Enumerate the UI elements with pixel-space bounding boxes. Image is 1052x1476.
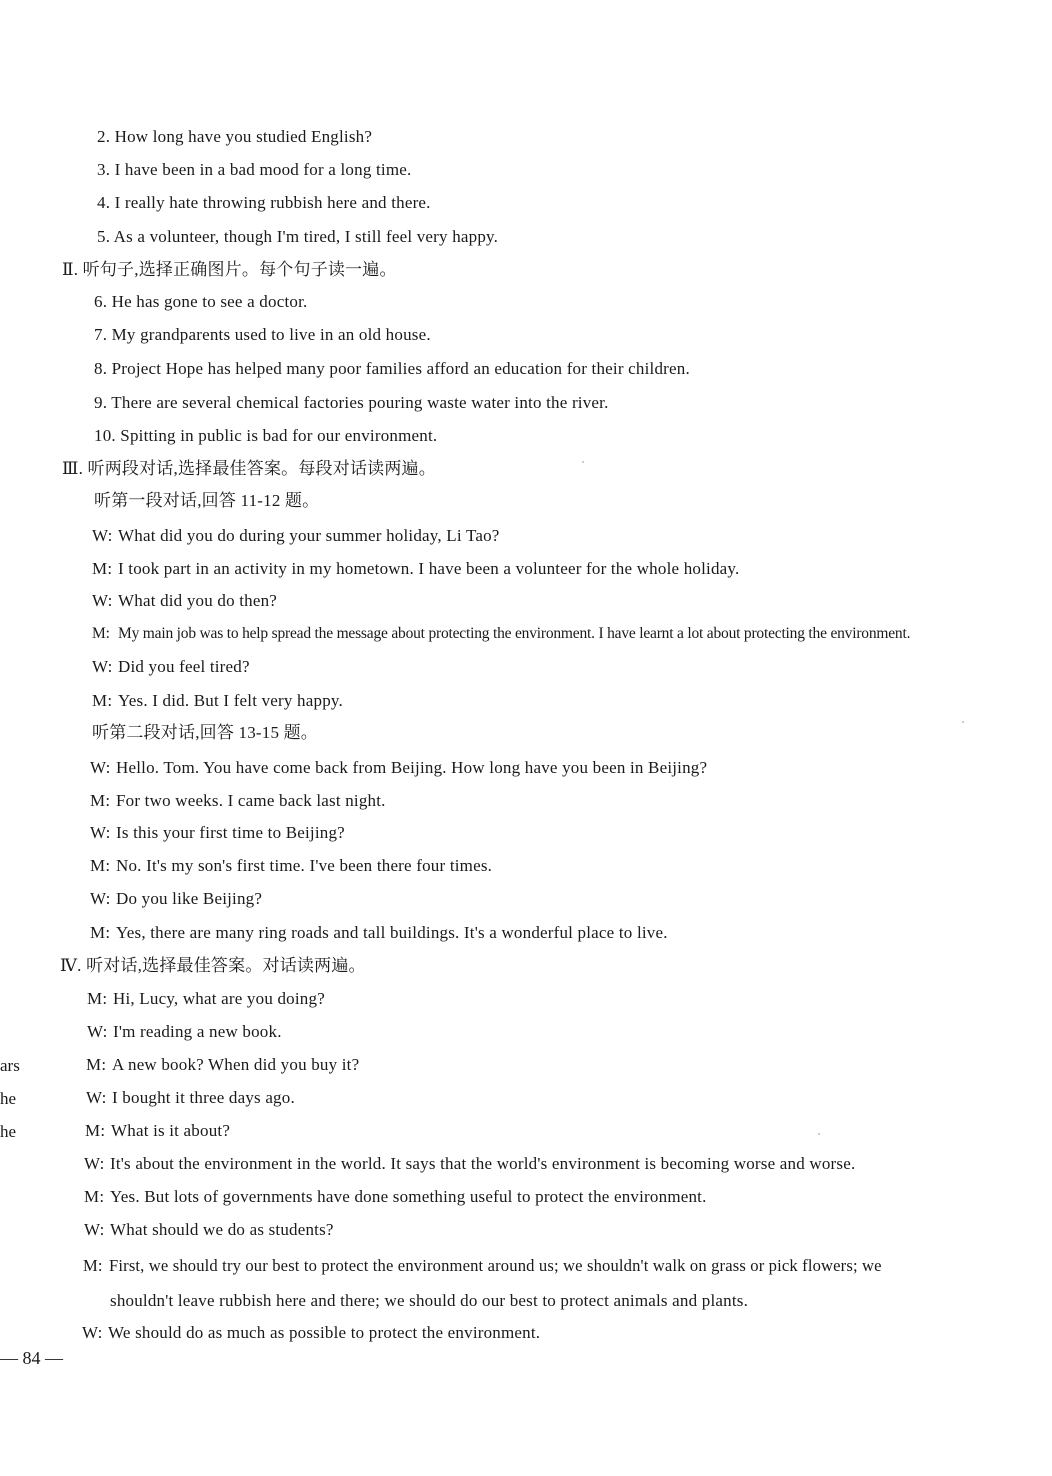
dialog-line	[90, 822, 345, 844]
dialog-line	[90, 855, 492, 877]
speaker-label: M:	[90, 791, 111, 810]
dialog-text: First, we should try our best to protect the environment around us; we shouldn't walk on grass or pick flowers; we	[109, 1256, 882, 1275]
dialog-line	[84, 1186, 707, 1208]
dialog-text: My main job was to help spread the message about protecting the environment. I have learnt a lot about protecting the environment.	[118, 625, 911, 642]
dialog-text: Do you like Beijing?	[116, 889, 263, 908]
dialog-line	[86, 1087, 295, 1109]
section-2-heading: Ⅱ. 听句子,选择正确图片。每个句子读一遍。	[62, 260, 397, 279]
dialog-text: No. It's my son's first time. I've been there four times.	[116, 856, 493, 875]
dialog-line	[92, 590, 277, 612]
sentence-item: 10. Spitting in public is bad for our environment.	[94, 426, 438, 445]
speaker-label: W:	[86, 1088, 107, 1107]
speaker-label: W:	[87, 1022, 108, 1041]
dialog-text: We should do as much as possible to protect the environment.	[108, 1323, 541, 1342]
dialog-line	[90, 790, 386, 812]
speaker-label: M:	[83, 1256, 103, 1275]
margin-fragment: ars	[0, 1056, 20, 1075]
sentence-item: 9. There are several chemical factories pouring waste water into the river.	[94, 393, 609, 412]
speaker-label: W:	[92, 591, 113, 610]
speaker-label: W:	[82, 1323, 103, 1342]
dialog-text: Did you feel tired?	[118, 657, 250, 676]
dialog-line	[92, 690, 343, 712]
dialog-line	[84, 1153, 855, 1175]
dialog-line	[90, 922, 668, 944]
speaker-label: W:	[92, 526, 113, 545]
dialog-line	[87, 988, 325, 1010]
speaker-label: M:	[87, 989, 108, 1008]
dialog-line	[90, 888, 262, 910]
section-4-heading: Ⅳ. 听对话,选择最佳答案。对话读两遍。	[60, 956, 366, 975]
sentence-item: 3. I have been in a bad mood for a long time.	[97, 160, 412, 179]
margin-fragment: he	[0, 1089, 17, 1108]
dialog-text: Yes, there are many ring roads and tall buildings. It's a wonderful place to live.	[116, 923, 668, 942]
speaker-label: W:	[92, 657, 113, 676]
speaker-label: M:	[90, 923, 111, 942]
dialog-text: shouldn't leave rubbish here and there; we should do our best to protect animals and plants.	[110, 1291, 749, 1310]
speaker-label: W:	[90, 758, 111, 777]
dialog-line	[90, 757, 707, 779]
sentence-item: 8. Project Hope has helped many poor families afford an education for their children.	[94, 359, 690, 378]
dialog-text: What did you do then?	[118, 591, 278, 610]
dialog-line-continuation	[110, 1290, 748, 1312]
sentence-item: 5. As a volunteer, though I'm tired, I still feel very happy.	[97, 227, 499, 246]
scan-speck	[818, 1133, 820, 1135]
dialog-text: What should we do as students?	[110, 1220, 334, 1239]
speaker-label: W:	[90, 889, 111, 908]
dialog-text: What did you do during your summer holiday, Li Tao?	[118, 526, 500, 545]
dialog-1-intro: 听第一段对话,回答 11-12 题。	[94, 491, 320, 510]
speaker-label: W:	[84, 1154, 105, 1173]
speaker-label: W:	[90, 823, 111, 842]
speaker-label: M:	[85, 1121, 106, 1140]
dialog-line	[84, 1219, 334, 1241]
dialog-text: Is this your first time to Beijing?	[116, 823, 345, 842]
section-3-heading: Ⅲ. 听两段对话,选择最佳答案。每段对话读两遍。	[62, 459, 436, 478]
dialog-text: Yes. But lots of governments have done something useful to protect the environment.	[110, 1187, 707, 1206]
sentence-item: 4. I really hate throwing rubbish here and there.	[97, 193, 431, 212]
scan-speck	[962, 721, 964, 723]
speaker-label: M:	[92, 625, 110, 642]
dialog-line	[85, 1120, 230, 1142]
dialog-text: A new book? When did you buy it?	[112, 1055, 360, 1074]
sentence-item: 6. He has gone to see a doctor.	[94, 292, 308, 311]
speaker-label: M:	[92, 691, 113, 710]
dialog-line	[92, 558, 739, 580]
dialog-text: It's about the environment in the world. It says that the world's environment is becoming worse and worse.	[110, 1154, 856, 1173]
speaker-label: W:	[84, 1220, 105, 1239]
dialog-line	[92, 525, 500, 547]
sentence-item: 7. My grandparents used to live in an old house.	[94, 325, 431, 344]
dialog-line	[92, 656, 250, 678]
scan-speck	[582, 461, 584, 463]
dialog-line	[86, 1054, 359, 1076]
dialog-2-intro: 听第二段对话,回答 13-15 题。	[92, 723, 319, 742]
dialog-text: Hello. Tom. You have come back from Beijing. How long have you been in Beijing?	[116, 758, 708, 777]
margin-fragment: he	[0, 1122, 17, 1141]
dialog-text: I'm reading a new book.	[113, 1022, 282, 1041]
dialog-line	[82, 1322, 540, 1344]
speaker-label: M:	[84, 1187, 105, 1206]
speaker-label: M:	[86, 1055, 107, 1074]
dialog-line	[83, 1255, 882, 1277]
sentence-item: 2. How long have you studied English?	[97, 127, 373, 146]
dialog-text: I bought it three days ago.	[112, 1088, 295, 1107]
dialog-text: Yes. I did. But I felt very happy.	[118, 691, 343, 710]
dialog-text: For two weeks. I came back last night.	[116, 791, 386, 810]
page-number: — 84 —	[0, 1348, 63, 1368]
speaker-label: M:	[90, 856, 111, 875]
dialog-line	[92, 623, 910, 645]
dialog-text: I took part in an activity in my hometown. I have been a volunteer for the whole holiday.	[118, 559, 740, 578]
dialog-text: Hi, Lucy, what are you doing?	[113, 989, 325, 1008]
dialog-line	[87, 1021, 282, 1043]
dialog-text: What is it about?	[111, 1121, 231, 1140]
speaker-label: M:	[92, 559, 113, 578]
